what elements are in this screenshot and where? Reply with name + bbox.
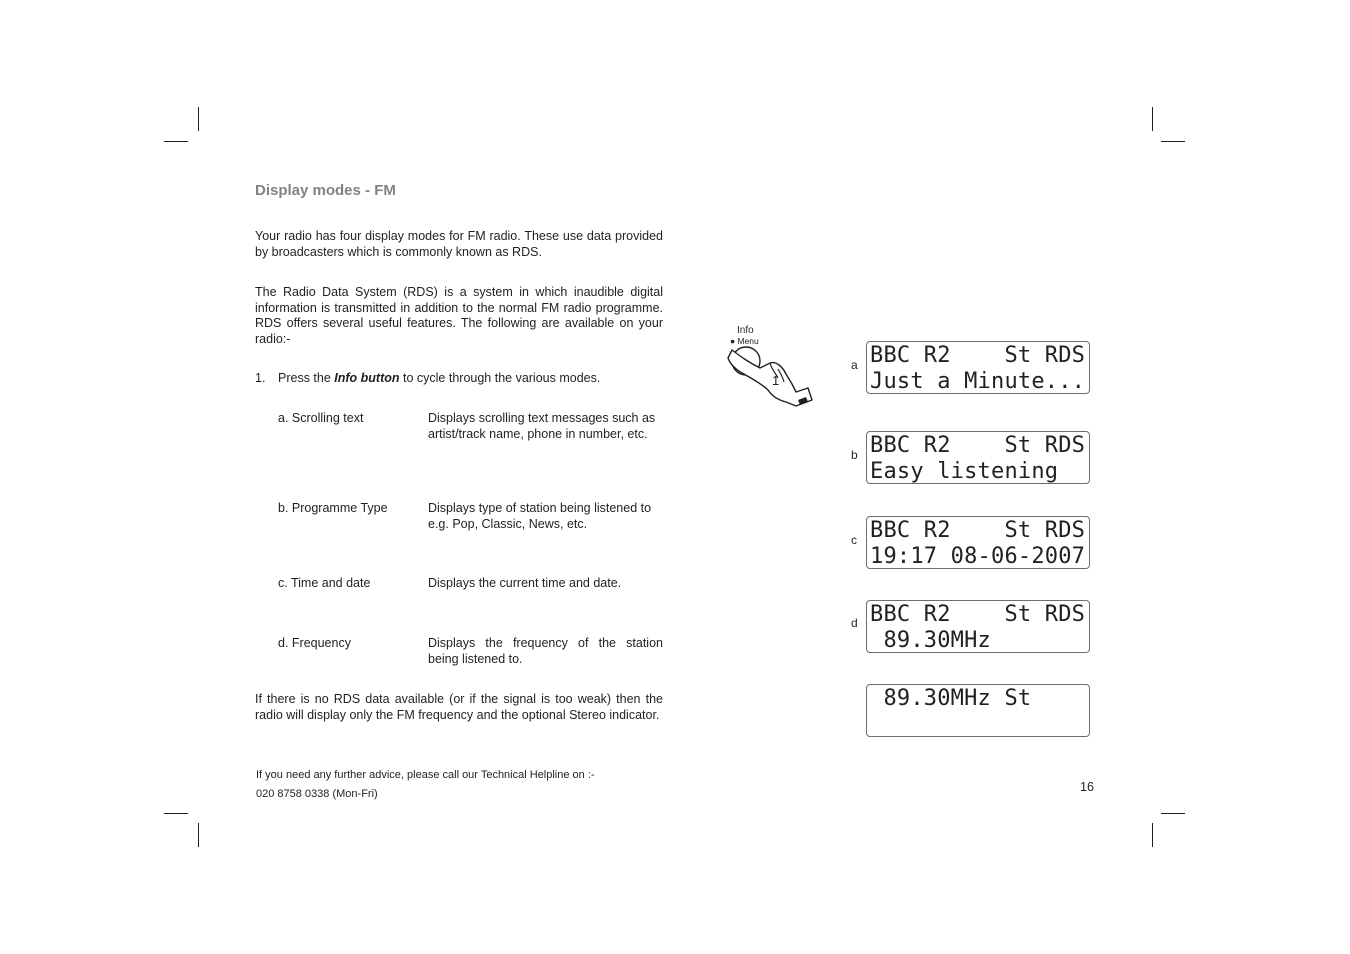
lcd-line-1: BBC R2 St RDS — [870, 518, 1086, 543]
mode-desc-scrolling: Displays scrolling text messages such as artist/track name, phone in number, etc. — [428, 411, 656, 441]
lcd-display-scrolling — [866, 341, 1090, 394]
step-text-before: Press the — [278, 371, 335, 385]
lcd-display-frequency — [866, 600, 1090, 653]
display-tag-d: d — [851, 616, 858, 630]
intro-paragraph: Your radio has four display modes for FM radio. These use data provided by broadcasters which is commonly known as RDS. — [255, 229, 663, 259]
crop-mark — [1161, 141, 1185, 142]
lcd-line-2: Just a Minute... — [870, 369, 1086, 394]
mode-label-time-date: c. Time and date — [278, 576, 371, 590]
crop-mark — [1152, 823, 1153, 847]
lcd-display-programme-type — [866, 431, 1090, 484]
step-marker: 1 — [772, 373, 780, 388]
mode-label-scrolling: a. Scrolling text — [278, 411, 364, 425]
info-button-label: Info — [737, 325, 754, 336]
crop-mark — [1152, 107, 1153, 131]
step-number: 1. — [255, 371, 266, 385]
helpline-text: If you need any further advice, please call our Technical Helpline on :- — [256, 769, 595, 781]
lcd-line-1: BBC R2 St RDS — [870, 433, 1086, 458]
hand-press-icon — [726, 344, 816, 410]
lcd-line-2: 19:17 08-06-2007 — [870, 544, 1086, 569]
instruction-step — [255, 371, 600, 387]
lcd-line-1: BBC R2 St RDS — [870, 602, 1086, 627]
closing-paragraph: If there is no RDS data available (or if the signal is too weak) then the radio will display only the FM frequency and the optional Stereo indicator. — [255, 692, 663, 722]
crop-mark — [164, 813, 188, 814]
lcd-line-2: 89.30MHz — [870, 628, 992, 653]
page-title: Display modes - FM — [255, 182, 396, 199]
mode-desc-frequency: Displays the frequency of the station being listened to. — [428, 636, 663, 666]
mode-desc-programme-type: Displays type of station being listened to e.g. Pop, Classic, News, etc. — [428, 501, 652, 531]
mode-label-frequency: d. Frequency — [278, 636, 351, 650]
crop-mark — [164, 141, 188, 142]
lcd-line-2: Easy listening — [870, 459, 1059, 484]
mode-desc-time-date: Displays the current time and date. — [428, 576, 622, 590]
helpline-number: 020 8758 0338 (Mon-Fri) — [256, 788, 378, 800]
lcd-display-time-date — [866, 516, 1090, 569]
display-tag-b: b — [851, 448, 858, 462]
menu-button-label: ● Menu — [730, 336, 759, 346]
info-button-reference: Info button — [334, 371, 400, 385]
display-tag-a: a — [851, 358, 858, 372]
step-text-after: to cycle through the various modes. — [399, 371, 601, 385]
lcd-display-no-rds — [866, 684, 1090, 737]
crop-mark — [198, 823, 199, 847]
crop-mark — [198, 107, 199, 131]
lcd-line-1: 89.30MHz St — [870, 686, 1032, 711]
crop-mark — [1161, 813, 1185, 814]
display-tag-c: c — [851, 533, 857, 547]
mode-label-programme-type: b. Programme Type — [278, 501, 388, 515]
lcd-line-1: BBC R2 St RDS — [870, 343, 1086, 368]
rds-paragraph: The Radio Data System (RDS) is a system in which inaudible digital information is transmitted in addition to the normal FM radio programme. RDS offers several useful features. The following are available on your radio:- — [255, 285, 663, 346]
page-number: 16 — [1080, 780, 1094, 794]
